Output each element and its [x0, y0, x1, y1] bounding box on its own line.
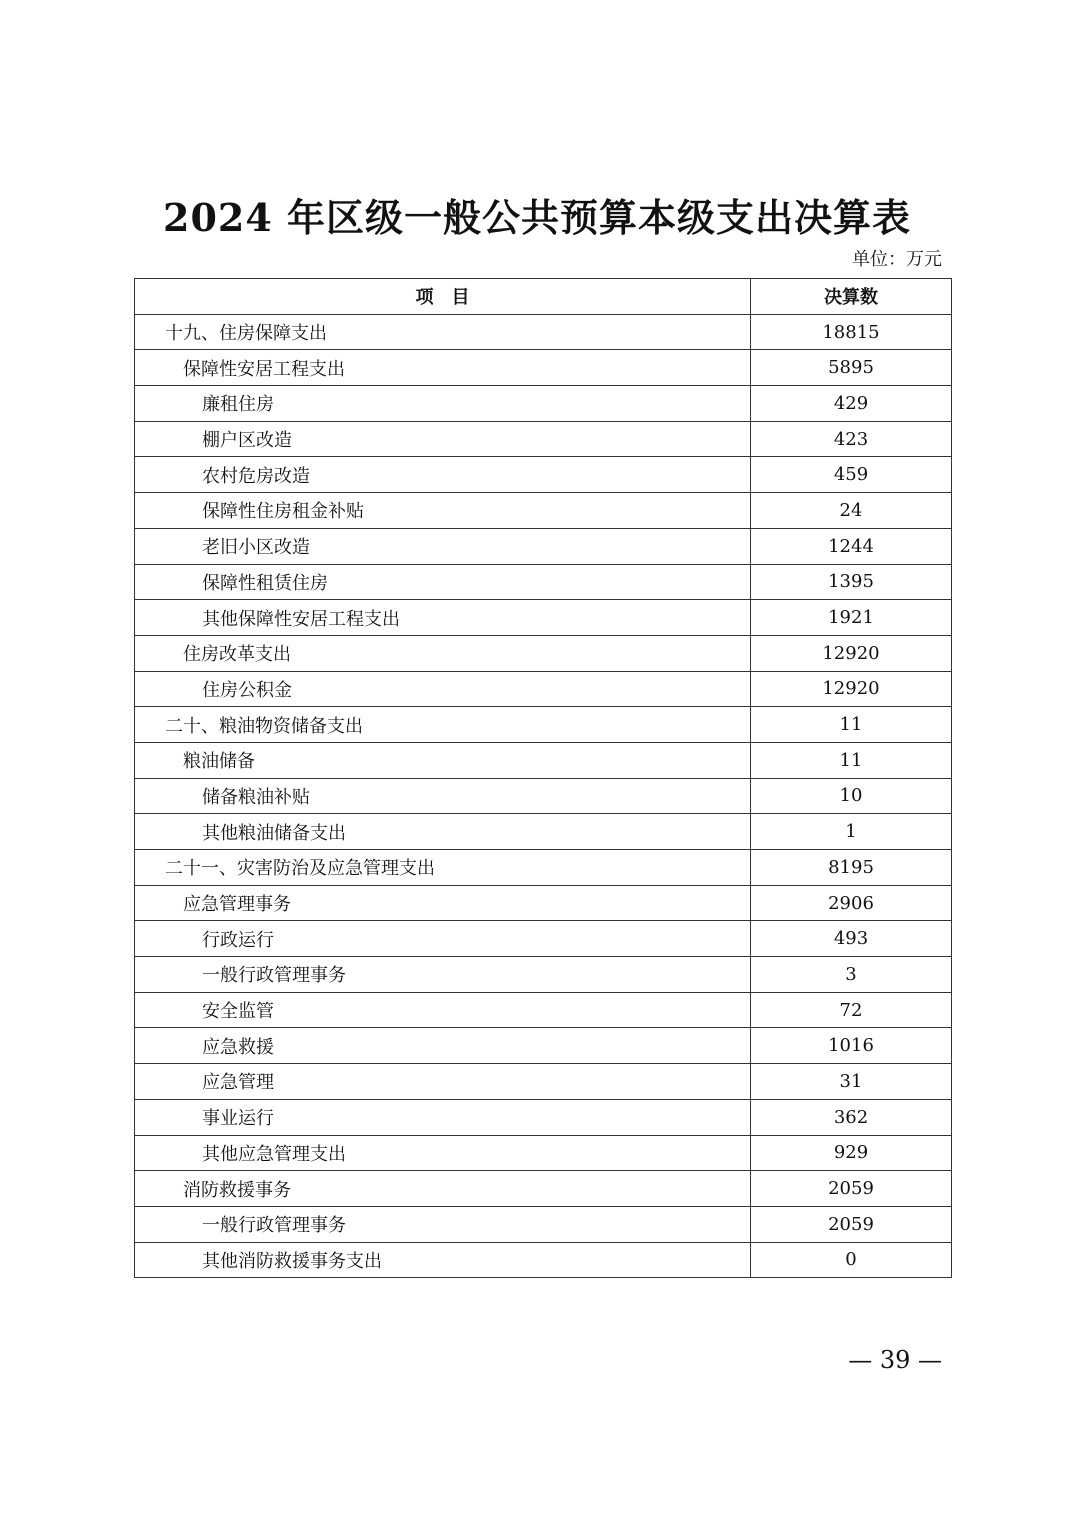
row-item-name: 事业运行: [135, 1099, 751, 1135]
row-amount: 423: [751, 421, 952, 457]
row-item-name: 其他粮油储备支出: [135, 814, 751, 850]
table-header-row: [135, 279, 952, 315]
table-row: [135, 1206, 952, 1242]
column-header-amount: 决算数: [751, 279, 952, 315]
row-item-name: 保障性安居工程支出: [135, 350, 751, 386]
table-body: [135, 314, 952, 1278]
row-item-name: 储备粮油补贴: [135, 778, 751, 814]
row-item-name: 廉租住房: [135, 386, 751, 422]
row-item-name: 二十、粮油物资储备支出: [135, 707, 751, 743]
row-item-name: 其他应急管理支出: [135, 1135, 751, 1171]
row-item-name: 应急管理事务: [135, 885, 751, 921]
row-amount: 8195: [751, 850, 952, 886]
table-row: [135, 314, 952, 350]
row-item-name: 行政运行: [135, 921, 751, 957]
table-row: [135, 957, 952, 993]
row-amount: 362: [751, 1099, 952, 1135]
row-amount: 10: [751, 778, 952, 814]
row-amount: 1244: [751, 528, 952, 564]
table-row: [135, 671, 952, 707]
row-amount: 429: [751, 386, 952, 422]
table-row: [135, 350, 952, 386]
row-item-name: 农村危房改造: [135, 457, 751, 493]
table-row: [135, 493, 952, 529]
row-item-name: 棚户区改造: [135, 421, 751, 457]
column-header-item: 项 目: [135, 279, 751, 315]
row-amount: 459: [751, 457, 952, 493]
row-amount: 72: [751, 992, 952, 1028]
table-row: [135, 778, 952, 814]
row-item-name: 应急救援: [135, 1028, 751, 1064]
row-amount: 929: [751, 1135, 952, 1171]
table-row: [135, 386, 952, 422]
table-row: [135, 885, 952, 921]
page-title: 2024 年区级一般公共预算本级支出决算表: [163, 195, 911, 240]
row-item-name: 应急管理: [135, 1064, 751, 1100]
page-number: — 39 —: [848, 1346, 942, 1374]
table-row: [135, 1028, 952, 1064]
row-item-name: 保障性住房租金补贴: [135, 493, 751, 529]
budget-table: [134, 278, 952, 1278]
row-item-name: 一般行政管理事务: [135, 957, 751, 993]
row-item-name: 住房改革支出: [135, 635, 751, 671]
row-item-name: 保障性租赁住房: [135, 564, 751, 600]
row-item-name: 其他保障性安居工程支出: [135, 600, 751, 636]
row-amount: 0: [751, 1242, 952, 1278]
row-amount: 18815: [751, 314, 952, 350]
row-amount: 24: [751, 493, 952, 529]
row-amount: 12920: [751, 671, 952, 707]
table-row: [135, 1099, 952, 1135]
table-row: [135, 1242, 952, 1278]
row-item-name: 其他消防救援事务支出: [135, 1242, 751, 1278]
table-row: [135, 457, 952, 493]
table-row: [135, 528, 952, 564]
table-row: [135, 1135, 952, 1171]
table-row: [135, 600, 952, 636]
row-item-name: 安全监管: [135, 992, 751, 1028]
table-row: [135, 707, 952, 743]
row-item-name: 粮油储备: [135, 742, 751, 778]
row-item-name: 二十一、灾害防治及应急管理支出: [135, 850, 751, 886]
row-amount: 493: [751, 921, 952, 957]
row-item-name: 消防救援事务: [135, 1171, 751, 1207]
row-item-name: 一般行政管理事务: [135, 1206, 751, 1242]
table-row: [135, 1064, 952, 1100]
row-amount: 2059: [751, 1206, 952, 1242]
table-row: [135, 635, 952, 671]
row-amount: 1921: [751, 600, 952, 636]
row-amount: 2906: [751, 885, 952, 921]
row-amount: 11: [751, 742, 952, 778]
table-row: [135, 421, 952, 457]
unit-label: 单位：万元: [852, 249, 942, 270]
row-item-name: 老旧小区改造: [135, 528, 751, 564]
row-amount: 11: [751, 707, 952, 743]
table-row: [135, 921, 952, 957]
row-amount: 3: [751, 957, 952, 993]
table-row: [135, 814, 952, 850]
row-amount: 1: [751, 814, 952, 850]
table-row: [135, 1171, 952, 1207]
row-amount: 12920: [751, 635, 952, 671]
table-row: [135, 564, 952, 600]
row-item-name: 十九、住房保障支出: [135, 314, 751, 350]
row-amount: 2059: [751, 1171, 952, 1207]
row-amount: 31: [751, 1064, 952, 1100]
row-item-name: 住房公积金: [135, 671, 751, 707]
table-row: [135, 850, 952, 886]
table-row: [135, 992, 952, 1028]
table-row: [135, 742, 952, 778]
row-amount: 1395: [751, 564, 952, 600]
row-amount: 5895: [751, 350, 952, 386]
row-amount: 1016: [751, 1028, 952, 1064]
